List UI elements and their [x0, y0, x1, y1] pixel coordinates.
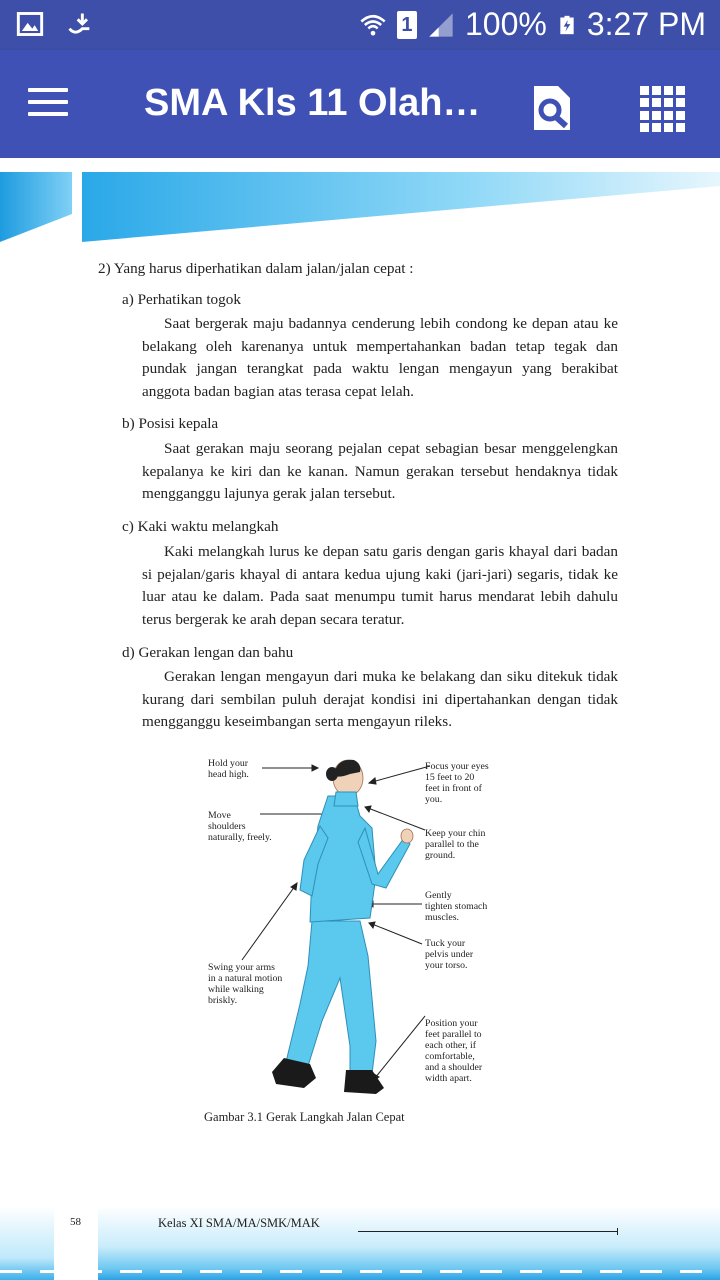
label-shoulders: Move shoulders naturally, freely. — [208, 810, 272, 843]
app-title: SMA Kls 11 Olah… — [144, 82, 481, 124]
section-heading: 2) Yang harus diperhatikan dalam jalan/jalan cepat : — [98, 260, 414, 277]
document-page[interactable] — [0, 158, 720, 1280]
header-banner-left — [0, 172, 72, 242]
item-d-text: Gerakan lengan mengayun dari muka ke belakang dan siku ditekuk tidak kurang dari sembilan puluh derajat kondisi ini dipertahankan dengan tidak mengganggu keseimbangan serta mengayun rileks. — [142, 668, 618, 730]
download-icon — [66, 10, 94, 38]
footer-dashes — [0, 1270, 720, 1273]
footer-band-left — [0, 1206, 54, 1280]
item-b-label: b) Posisi kepala — [122, 415, 219, 432]
item-c-text: Kaki melangkah lurus ke depan satu garis dengan garis khayal dari badan si pejalan/garis khayal di antara kedua ujung kaki (jari-jari) segaris, tidak ke luar atau ke dalam. Pada saat menumpu tumit harus mendarat lebih dahulu terus bergerak ke arah depan secara teratur. — [142, 543, 618, 628]
header-banner-right — [82, 172, 720, 242]
menu-button[interactable] — [28, 88, 68, 120]
label-arms: Swing your arms in a natural motion while walking briskly. — [208, 962, 283, 1006]
sim-icon: 1 — [397, 11, 417, 39]
search-document-icon[interactable] — [528, 84, 576, 132]
label-eyes: Focus your eyes 15 feet to 20 feet in front of you. — [425, 761, 489, 805]
menu-icon — [28, 88, 68, 92]
battery-percent: 100% — [464, 6, 547, 42]
item-a-label: a) Perhatikan togok — [122, 291, 241, 308]
item-c-label: c) Kaki waktu melangkah — [122, 518, 279, 535]
item-b-text: Saat gerakan maju seorang pejalan cepat sebagian besar menggelengkan kepalanya ke kiri dan ke kanan. Namun gerakan tersebut hendaknya tidak mengganggu lajunya gerak jalan tersebut. — [142, 440, 618, 502]
app-bar — [0, 50, 720, 158]
item-a-text: Saat bergerak maju badannya cenderung lebih condong ke depan atau ke belakang oleh karenanya untuk mempertahankan badan tetap tegak dan pundak jangan terangkat pada waktu lengan mengayun yang berakibat anggota badan bagian atas terasa cepat lelah. — [142, 315, 618, 400]
label-head: Hold your head high. — [208, 758, 249, 780]
item-d-label: d) Gerakan lengan dan bahu — [122, 644, 294, 661]
label-feet: Position your feet parallel to each other, if comfortable, and a shoulder width apart. — [425, 1018, 483, 1084]
signal-icon — [427, 11, 455, 39]
walking-figure — [200, 756, 500, 1116]
battery-charging-icon — [557, 11, 577, 39]
footer-rule — [358, 1231, 618, 1232]
figure-caption: Gambar 3.1 Gerak Langkah Jalan Cepat — [204, 1110, 405, 1124]
label-chin: Keep your chin parallel to the ground. — [425, 828, 486, 861]
label-stomach: Gently tighten stomach muscles. — [425, 890, 488, 923]
page-number: 58 — [70, 1216, 81, 1228]
gallery-icon — [16, 10, 44, 38]
label-pelvis: Tuck your pelvis under your torso. — [425, 938, 474, 971]
wifi-icon — [359, 11, 387, 39]
status-bar — [0, 0, 720, 50]
clock: 3:27 PM — [586, 6, 706, 42]
grid-icon[interactable] — [640, 86, 686, 132]
book-title: Kelas XI SMA/MA/SMK/MAK — [158, 1216, 320, 1230]
